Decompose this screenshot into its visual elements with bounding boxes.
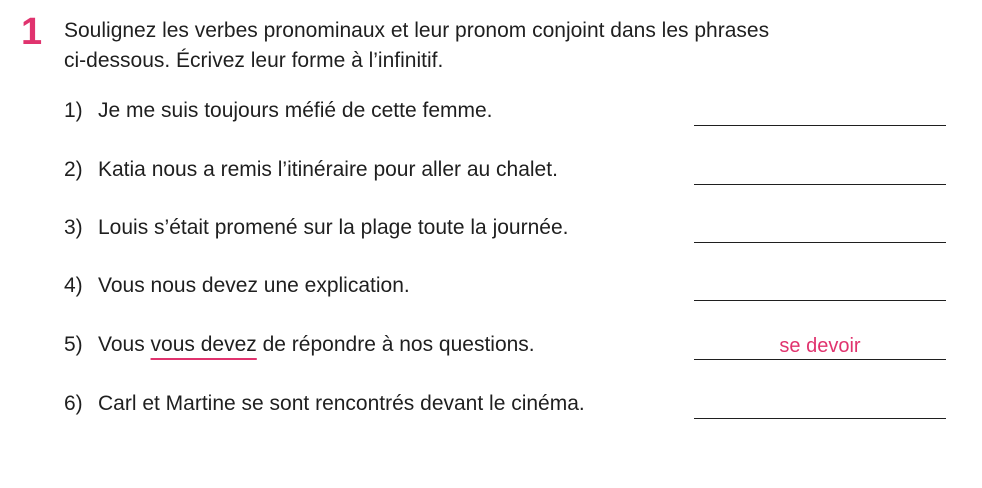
answer-field[interactable] [694, 392, 946, 419]
answer-field[interactable] [694, 216, 946, 243]
answer-field[interactable] [694, 99, 946, 126]
item-sentence: Vous nous devez une explication. [98, 274, 410, 297]
answer-field[interactable] [694, 158, 946, 185]
item-number: 5) [64, 333, 83, 356]
item-number: 6) [64, 392, 83, 415]
exercise-item-1 [64, 93, 946, 129]
item-sentence: Je me suis toujours méfié de cette femme. [98, 99, 493, 122]
item-sentence [98, 327, 535, 363]
answer-field[interactable]: se devoir [694, 333, 946, 360]
exercise-item-6 [64, 386, 946, 422]
exercise-item-4 [64, 268, 946, 304]
underlined-pronominal-verb: vous devez [150, 333, 257, 356]
answer-field[interactable] [694, 274, 946, 301]
item-sentence: Louis s’était promené sur la plage toute la journée. [98, 216, 569, 239]
item-sentence: Carl et Martine se sont rencontrés devant le cinéma. [98, 392, 585, 415]
exercise-item-2 [64, 152, 946, 188]
instruction-line-1: Soulignez les verbes pronominaux et leur pronom conjoint dans les phrases [64, 19, 770, 42]
item-number: 4) [64, 274, 83, 297]
exercise-item-3 [64, 210, 946, 246]
item-number: 2) [64, 158, 83, 181]
exercise-number: 1 [21, 11, 43, 53]
item-number: 1) [64, 99, 83, 122]
sentence-start: Vous [98, 333, 151, 356]
sentence-end: de répondre à nos questions. [256, 333, 535, 356]
exercise-instruction [64, 16, 944, 76]
instruction-line-2: ci-dessous. Écrivez leur forme à l’infinitif. [64, 49, 444, 72]
item-number: 3) [64, 216, 83, 239]
exercise-item-5 [64, 327, 946, 363]
item-sentence: Katia nous a remis l’itinéraire pour aller au chalet. [98, 158, 558, 181]
